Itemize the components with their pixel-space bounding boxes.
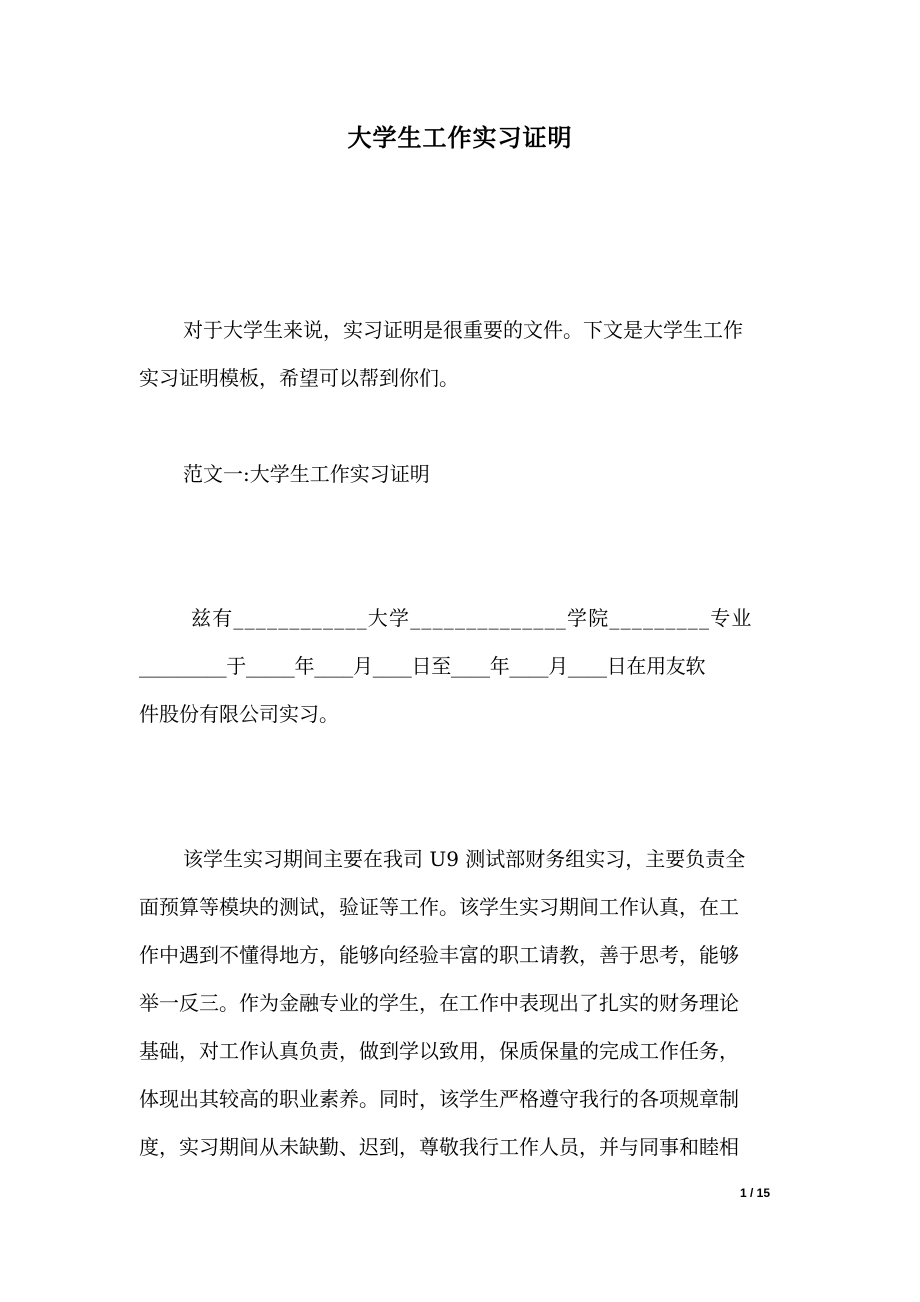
intro-paragraph — [139, 306, 784, 402]
section-heading-text: 范文一:大学生工作实习证明 — [183, 462, 430, 486]
fill-line-2: _________于_____年____月____日至____年____月____日在用友软 — [139, 654, 706, 678]
main-paragraph — [139, 835, 784, 1171]
main-line-7: 度，实习期间从未缺勤、迟到，尊敬我行工作人员，并与同事和睦相 — [139, 1135, 739, 1159]
main-line-3: 作中遇到不懂得地方，能够向经验丰富的职工请教，善于思考，能够 — [139, 943, 739, 967]
main-line-6: 体现出其较高的职业素养。同时，该学生严格遵守我行的各项规章制 — [139, 1087, 739, 1111]
document-title: 大学生工作实习证明 — [347, 123, 573, 152]
fill-in-paragraph — [139, 594, 784, 738]
main-line-5: 基础，对工作认真负责，做到学以致用，保质保量的完成工作任务， — [139, 1039, 739, 1063]
section-heading — [139, 450, 784, 498]
main-line-4: 举一反三。作为金融专业的学生，在工作中表现出了扎实的财务理论 — [139, 991, 739, 1015]
intro-line-2: 实习证明模板，希望可以帮到你们。 — [139, 366, 459, 390]
fill-line-1: 兹有____________大学______________学院_________专业 — [191, 606, 753, 630]
main-line-2: 面预算等模块的测试，验证等工作。该学生实习期间工作认真，在工 — [139, 895, 739, 919]
page-number: 1 / 15 — [739, 1186, 771, 1200]
main-line-1: 该学生实习期间主要在我司 U9 测试部财务组实习，主要负责全 — [183, 847, 746, 871]
intro-line-1: 对于大学生来说，实习证明是很重要的文件。下文是大学生工作 — [183, 318, 743, 342]
fill-line-3: 件股份有限公司实习。 — [139, 702, 339, 726]
